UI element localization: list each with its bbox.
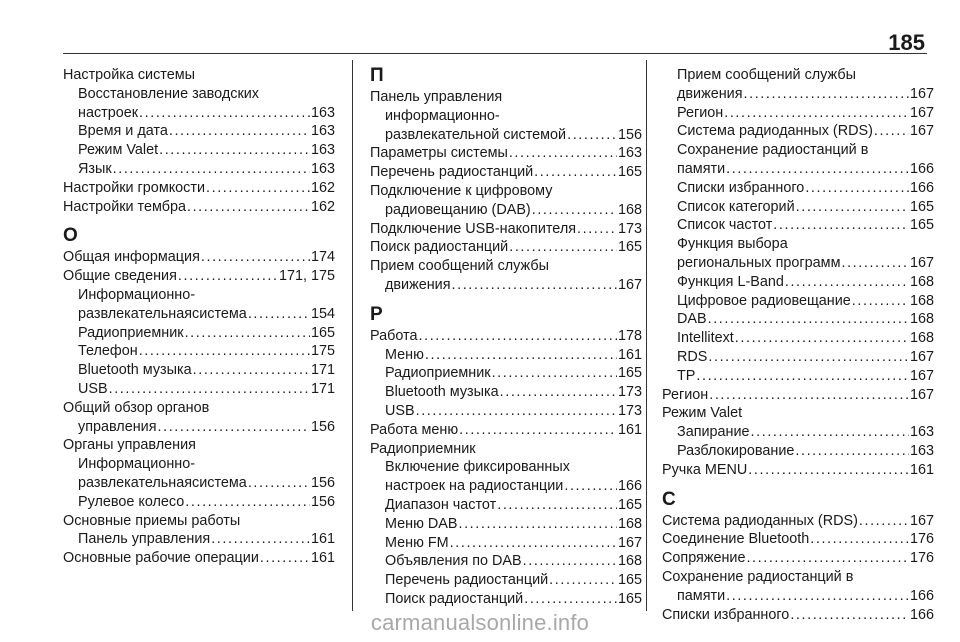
dot-leader bbox=[508, 238, 617, 257]
index-term: движения bbox=[677, 85, 743, 102]
index-entry bbox=[63, 380, 335, 399]
index-term: Объявления по DAB bbox=[385, 553, 522, 570]
index-entry bbox=[662, 386, 934, 405]
index-term: Функция L-Band bbox=[677, 273, 784, 290]
index-page-ref[interactable]: 163 bbox=[310, 104, 335, 121]
index-continuation: информационно- bbox=[385, 107, 500, 124]
dot-leader bbox=[747, 461, 909, 480]
index-page-ref[interactable]: 165 bbox=[617, 365, 642, 382]
dot-leader bbox=[449, 534, 617, 553]
dot-leader bbox=[451, 276, 617, 295]
index-page-ref[interactable]: 165 bbox=[617, 496, 642, 513]
index-entry bbox=[370, 126, 642, 145]
index-entry bbox=[63, 104, 335, 123]
index-page-ref[interactable]: 165 bbox=[617, 164, 642, 181]
index-heading: Панель управления bbox=[370, 89, 503, 105]
index-entry bbox=[63, 248, 335, 267]
index-entry bbox=[63, 305, 335, 324]
index-page-ref[interactable]: 174 bbox=[310, 249, 335, 266]
index-term: настроек bbox=[78, 104, 139, 121]
index-continuation: Включение фиксированных bbox=[385, 459, 570, 476]
index-page-ref[interactable]: 168 bbox=[617, 201, 642, 218]
dot-leader bbox=[695, 367, 909, 386]
index-term: Списки избранного bbox=[662, 606, 790, 623]
index-entry bbox=[63, 361, 335, 380]
index-entry bbox=[662, 367, 934, 386]
index-entry bbox=[63, 160, 335, 179]
index-term: Список частот bbox=[677, 217, 773, 234]
index-entry bbox=[662, 179, 934, 198]
dot-leader bbox=[168, 122, 310, 141]
dot-leader bbox=[424, 346, 617, 365]
dot-leader bbox=[794, 442, 909, 461]
index-term: Поиск радиостанций bbox=[370, 239, 509, 256]
index-entry bbox=[370, 327, 642, 346]
dot-leader bbox=[157, 418, 310, 437]
index-term: Телефон bbox=[78, 343, 138, 360]
index-term: Режим Valet bbox=[78, 142, 159, 159]
index-term: Общие сведения bbox=[63, 268, 177, 285]
index-entry bbox=[370, 534, 642, 553]
index-entry bbox=[370, 477, 642, 496]
index-entry bbox=[662, 310, 934, 329]
index-term: TP bbox=[677, 367, 696, 384]
index-page-ref[interactable]: 163 bbox=[310, 123, 335, 140]
index-heading: Радиоприемник bbox=[370, 440, 476, 457]
index-term: Intellitext bbox=[677, 330, 734, 347]
index-entry bbox=[63, 342, 335, 361]
index-entry bbox=[63, 418, 335, 437]
dot-leader bbox=[809, 530, 909, 549]
index-page-ref[interactable]: 167 bbox=[909, 348, 934, 365]
dot-leader bbox=[873, 122, 909, 141]
index-term: Настройки громкости bbox=[63, 179, 205, 196]
index-page-ref[interactable]: 163 bbox=[909, 424, 934, 441]
index-page-ref[interactable]: 161 bbox=[617, 421, 642, 438]
index-entry bbox=[370, 163, 642, 182]
index-entry bbox=[63, 549, 335, 568]
index-page-ref[interactable]: 165 bbox=[909, 198, 934, 215]
dot-leader bbox=[531, 201, 617, 220]
index-heading: Основные приемы работы bbox=[63, 512, 241, 529]
dot-leader bbox=[418, 327, 617, 346]
index-page-ref[interactable]: 178 bbox=[617, 327, 642, 344]
dot-leader bbox=[112, 160, 310, 179]
column-divider bbox=[352, 60, 353, 611]
index-page-ref[interactable]: 163 bbox=[310, 160, 335, 177]
index-entry bbox=[370, 552, 642, 571]
dot-leader bbox=[725, 160, 909, 179]
dot-leader bbox=[784, 273, 909, 292]
index-page-ref[interactable]: 175 bbox=[310, 343, 335, 360]
index-page-ref[interactable]: 168 bbox=[909, 330, 934, 347]
dot-leader bbox=[533, 163, 617, 182]
index-term: Bluetooth музыка bbox=[385, 384, 499, 401]
index-entry bbox=[662, 423, 934, 442]
index-continuation: Сохранение радиостанций в bbox=[677, 142, 869, 159]
index-entry bbox=[370, 421, 642, 440]
index-term: Перечень радиостанций bbox=[370, 164, 534, 181]
index-entry bbox=[370, 201, 642, 220]
index-entry bbox=[370, 220, 642, 239]
index-entry bbox=[63, 530, 335, 549]
dot-leader bbox=[707, 348, 909, 367]
index-page-ref[interactable]: 167 bbox=[617, 534, 642, 551]
index-term: Меню FM bbox=[385, 534, 449, 551]
index-page-ref[interactable]: 167 bbox=[909, 254, 934, 271]
index-entry bbox=[662, 216, 934, 235]
header-rule bbox=[63, 53, 927, 54]
dot-leader bbox=[858, 512, 909, 531]
index-entry bbox=[370, 496, 642, 515]
index-heading: Режим Valet bbox=[662, 405, 743, 422]
index-page-ref[interactable]: 173 bbox=[617, 384, 642, 401]
index-term: Запирание bbox=[677, 424, 750, 441]
index-page-ref[interactable]: 167 bbox=[909, 512, 934, 529]
index-page-ref[interactable]: 168 bbox=[617, 515, 642, 532]
index-page-ref[interactable]: 176 bbox=[909, 550, 934, 567]
index-letter-heading: П bbox=[370, 65, 384, 86]
index-term: памяти bbox=[677, 160, 726, 177]
index-term: Поиск радиостанций bbox=[385, 590, 524, 607]
index-entry bbox=[662, 292, 934, 311]
index-page-ref[interactable]: 161 bbox=[310, 550, 335, 567]
dot-leader bbox=[563, 477, 617, 496]
index-term: развлекательнаясистема bbox=[78, 305, 247, 322]
index-entry bbox=[662, 512, 934, 531]
index-page-ref[interactable]: 166 bbox=[909, 179, 934, 196]
dot-leader bbox=[491, 364, 617, 383]
index-entry bbox=[63, 198, 335, 217]
index-term: Соединение Bluetooth bbox=[662, 531, 810, 548]
index-entry bbox=[662, 122, 934, 141]
dot-leader bbox=[200, 248, 310, 267]
index-term: Система радиоданных (RDS) bbox=[677, 123, 873, 140]
index-entry bbox=[370, 238, 642, 257]
dot-leader bbox=[548, 571, 617, 590]
index-entry bbox=[370, 515, 642, 534]
dot-leader bbox=[795, 198, 909, 217]
dot-leader bbox=[458, 421, 617, 440]
index-page-ref[interactable]: 168 bbox=[909, 311, 934, 328]
index-term: радиовещанию (DAB) bbox=[385, 201, 531, 218]
dot-leader bbox=[138, 104, 310, 123]
index-term: настроек на радиостанции bbox=[385, 478, 564, 495]
dot-leader bbox=[205, 179, 310, 198]
dot-leader bbox=[177, 267, 278, 286]
index-column-2 bbox=[370, 66, 642, 609]
dot-leader bbox=[499, 383, 617, 402]
dot-leader bbox=[192, 361, 310, 380]
index-page-ref[interactable]: 167 bbox=[909, 367, 934, 384]
dot-leader bbox=[508, 144, 617, 163]
index-term: Меню bbox=[385, 346, 424, 363]
index-page-ref[interactable]: 167 bbox=[909, 386, 934, 403]
index-entry bbox=[662, 104, 934, 123]
index-term: Панель управления bbox=[78, 531, 211, 548]
index-term: RDS bbox=[677, 348, 708, 365]
index-continuation: Информационно- bbox=[78, 286, 196, 303]
index-term: Система радиоданных (RDS) bbox=[662, 512, 858, 529]
index-entry bbox=[370, 402, 642, 421]
index-page-ref[interactable]: 156 bbox=[617, 126, 642, 143]
index-entry bbox=[662, 273, 934, 292]
index-term: Общая информация bbox=[63, 249, 200, 266]
index-entry bbox=[370, 276, 642, 295]
index-entry bbox=[662, 85, 934, 104]
index-entry bbox=[370, 590, 642, 609]
index-entry bbox=[370, 144, 642, 163]
dot-leader bbox=[496, 496, 617, 515]
dot-leader bbox=[247, 474, 310, 493]
dot-leader bbox=[707, 310, 909, 329]
index-heading: Настройка системы bbox=[63, 67, 195, 83]
index-heading: Подключение к цифровому bbox=[370, 182, 553, 199]
index-entry bbox=[662, 348, 934, 367]
index-page-ref[interactable]: 162 bbox=[310, 179, 335, 196]
dot-leader bbox=[210, 530, 310, 549]
index-page-ref[interactable]: 167 bbox=[909, 85, 934, 102]
index-page-ref[interactable]: 167 bbox=[617, 276, 642, 293]
index-page-ref[interactable]: 168 bbox=[617, 553, 642, 570]
index-page-ref[interactable]: 171 bbox=[310, 362, 335, 379]
index-page-ref[interactable]: 154 bbox=[310, 305, 335, 322]
index-heading: Прием сообщений службы bbox=[370, 258, 549, 275]
index-page-ref[interactable]: 166 bbox=[909, 160, 934, 177]
dot-leader bbox=[415, 402, 617, 421]
index-entry bbox=[63, 122, 335, 141]
dot-leader bbox=[745, 549, 909, 568]
index-term: Рулевое колесо bbox=[78, 493, 185, 510]
dot-leader bbox=[772, 216, 909, 235]
index-term: Списки избранного bbox=[677, 179, 805, 196]
dot-leader bbox=[576, 220, 617, 239]
index-page-ref[interactable]: 165 bbox=[617, 239, 642, 256]
index-entry bbox=[63, 474, 335, 493]
index-term: управления bbox=[78, 418, 157, 435]
index-term: движения bbox=[385, 276, 451, 293]
dot-leader bbox=[247, 305, 310, 324]
index-entry bbox=[63, 493, 335, 512]
index-page-ref[interactable]: 173 bbox=[617, 402, 642, 419]
index-page-ref[interactable]: 166 bbox=[617, 478, 642, 495]
index-term: Регион bbox=[662, 386, 709, 403]
index-page-ref[interactable]: 165 bbox=[617, 572, 642, 589]
index-page-ref[interactable]: 176 bbox=[909, 531, 934, 548]
dot-leader bbox=[186, 198, 310, 217]
index-term: Перечень радиостанций bbox=[385, 572, 549, 589]
index-term: Меню DAB bbox=[385, 515, 458, 532]
dot-leader bbox=[158, 141, 310, 160]
index-term: Настройки тембра bbox=[63, 198, 186, 215]
index-term: Работа меню bbox=[370, 421, 459, 438]
dot-leader bbox=[851, 292, 909, 311]
index-page-ref[interactable]: 168 bbox=[909, 292, 934, 309]
dot-leader bbox=[566, 126, 617, 145]
index-page-ref[interactable]: 171 bbox=[310, 380, 335, 397]
index-term: Параметры системы bbox=[370, 145, 508, 162]
index-continuation: Информационно- bbox=[78, 456, 196, 473]
index-page-ref[interactable]: 162 bbox=[310, 198, 335, 215]
index-entry bbox=[370, 364, 642, 383]
dot-leader bbox=[108, 380, 310, 399]
index-page-ref[interactable]: 173 bbox=[617, 220, 642, 237]
index-term: Время и дата bbox=[78, 123, 168, 140]
index-term: Диапазон частот bbox=[385, 496, 497, 513]
index-page-ref[interactable]: 165 bbox=[617, 590, 642, 607]
index-entry bbox=[63, 267, 335, 286]
index-page-ref[interactable]: 161 bbox=[310, 531, 335, 548]
index-term: региональных программ bbox=[677, 254, 841, 271]
index-term: Список категорий bbox=[677, 198, 795, 215]
watermark: carmanualsonline.info bbox=[370, 610, 590, 635]
dot-leader bbox=[743, 85, 909, 104]
dot-leader bbox=[184, 493, 310, 512]
index-page-ref[interactable]: 166 bbox=[909, 606, 934, 623]
index-term: Радиоприемник bbox=[385, 365, 491, 382]
index-term: USB bbox=[78, 380, 108, 397]
index-term: Радиоприемник bbox=[78, 324, 184, 341]
dot-leader bbox=[184, 324, 310, 343]
index-heading: Сохранение радиостанций в bbox=[662, 568, 854, 585]
index-term: развлекательной системой bbox=[385, 126, 567, 143]
index-page-ref[interactable]: 163 bbox=[310, 142, 335, 159]
index-column-3 bbox=[662, 66, 934, 624]
index-heading: Органы управления bbox=[63, 437, 196, 454]
dot-leader bbox=[457, 515, 617, 534]
index-term: Цифровое радиовещание bbox=[677, 292, 851, 309]
index-entry bbox=[662, 198, 934, 217]
index-term: Работа bbox=[370, 327, 418, 344]
dot-leader bbox=[522, 552, 617, 571]
index-entry bbox=[370, 383, 642, 402]
dot-leader bbox=[725, 587, 909, 606]
index-page-ref[interactable]: 163 bbox=[617, 145, 642, 162]
index-entry bbox=[63, 179, 335, 198]
index-term: Сопряжение bbox=[662, 550, 746, 567]
index-term: Основные рабочие операции bbox=[63, 550, 259, 567]
index-term: развлекательнаясистема bbox=[78, 474, 247, 491]
dot-leader bbox=[723, 104, 909, 123]
index-term: Регион bbox=[677, 104, 724, 121]
dot-leader bbox=[523, 590, 617, 609]
index-term: памяти bbox=[677, 587, 726, 604]
page-number: 185 bbox=[888, 30, 925, 55]
index-entry bbox=[662, 461, 934, 480]
dot-leader bbox=[259, 549, 310, 568]
index-entry bbox=[662, 587, 934, 606]
index-entry bbox=[662, 442, 934, 461]
index-continuation: Функция выбора bbox=[677, 236, 788, 253]
index-entry bbox=[662, 329, 934, 348]
dot-leader bbox=[804, 179, 909, 198]
index-column-1 bbox=[63, 66, 335, 568]
dot-leader bbox=[750, 423, 909, 442]
column-divider bbox=[646, 60, 647, 611]
index-page-ref[interactable]: 161 bbox=[909, 461, 934, 478]
index-page-ref[interactable]: 161 bbox=[617, 346, 642, 363]
index-continuation: Прием сообщений службы bbox=[677, 67, 856, 83]
index-letter-heading: О bbox=[63, 225, 78, 247]
index-page-ref[interactable]: 165 bbox=[909, 217, 934, 234]
index-term: Bluetooth музыка bbox=[78, 362, 192, 379]
index-continuation: Восстановление заводских bbox=[78, 85, 259, 102]
dot-leader bbox=[734, 329, 909, 348]
index-page-ref[interactable]: 156 bbox=[310, 418, 335, 435]
index-term: USB bbox=[385, 402, 415, 419]
index-letter-heading: Р bbox=[370, 303, 383, 325]
index-entry bbox=[63, 324, 335, 343]
index-entry bbox=[662, 530, 934, 549]
index-entry bbox=[370, 346, 642, 365]
index-page-ref[interactable]: 165 bbox=[310, 324, 335, 341]
index-term: Подключение USB-накопителя bbox=[370, 220, 577, 237]
index-page-ref[interactable]: 166 bbox=[909, 587, 934, 604]
index-page-ref[interactable]: 167 bbox=[909, 123, 934, 140]
dot-leader bbox=[840, 254, 909, 273]
index-entry bbox=[370, 571, 642, 590]
index-page-ref[interactable]: 163 bbox=[909, 442, 934, 459]
index-page-ref[interactable]: 156 bbox=[310, 474, 335, 491]
index-page-ref[interactable]: 168 bbox=[909, 273, 934, 290]
dot-leader bbox=[708, 386, 909, 405]
index-entry bbox=[662, 549, 934, 568]
index-term: Ручка MENU bbox=[662, 461, 748, 478]
index-term: Разблокирование bbox=[677, 442, 795, 459]
index-entry bbox=[662, 160, 934, 179]
index-term: DAB bbox=[677, 311, 707, 328]
index-page-ref[interactable]: 171, 175 bbox=[278, 268, 335, 285]
index-page-ref[interactable]: 156 bbox=[310, 493, 335, 510]
index-page-ref[interactable]: 167 bbox=[909, 104, 934, 121]
index-letter-heading: С bbox=[662, 488, 676, 510]
index-entry bbox=[662, 254, 934, 273]
index-heading: Общий обзор органов bbox=[63, 399, 210, 416]
dot-leader bbox=[138, 342, 310, 361]
index-entry bbox=[63, 141, 335, 160]
index-term: Язык bbox=[78, 160, 112, 177]
